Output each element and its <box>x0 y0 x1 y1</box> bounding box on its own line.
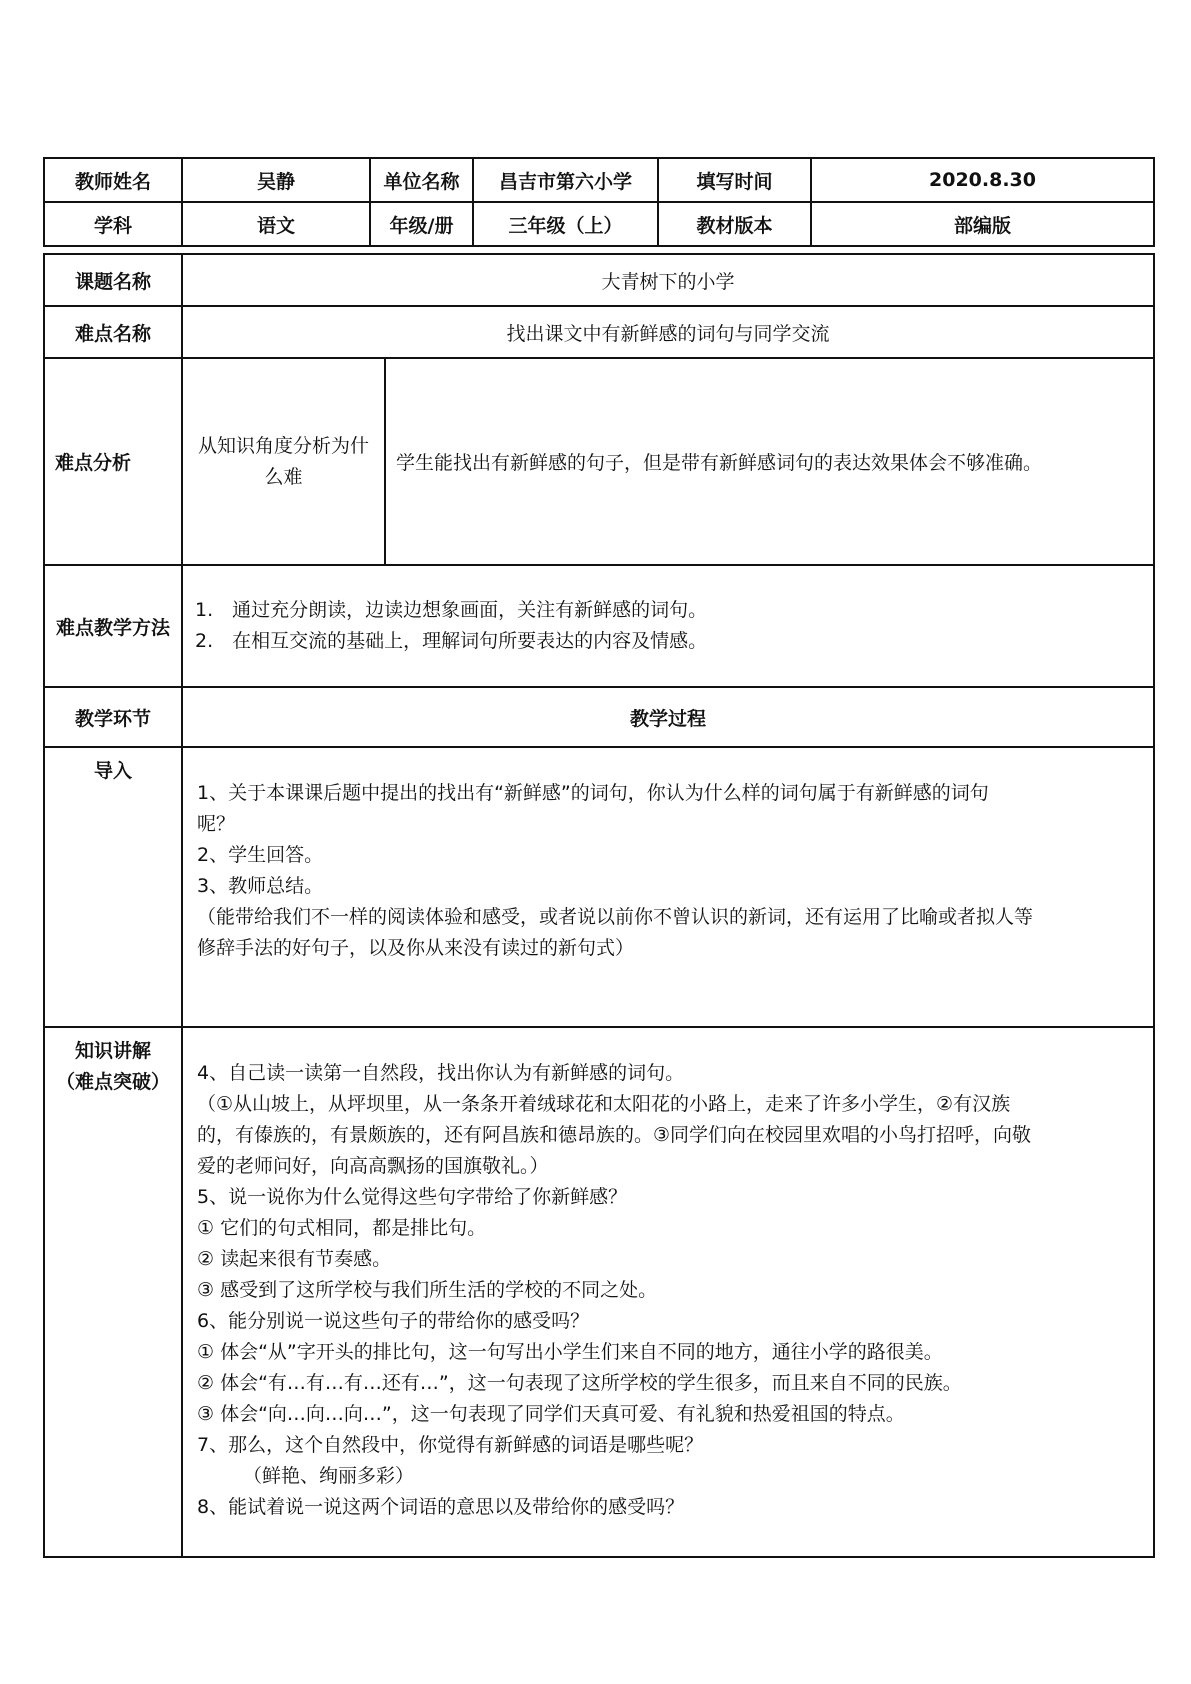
knowledge-label-main: 知识讲解 <box>74 1040 151 1062</box>
knowledge-line: ① 体会“从”字开头的排比句，这一句写出小学生们来自不同的地方，通往小学的路很美。 <box>197 1341 943 1363</box>
process-stage-label: 教学环节 <box>44 687 182 747</box>
edition-value: 部编版 <box>811 202 1154 246</box>
method-item: 1. 通过充分朗读，边读边想象画面，关注有新鲜感的词句。 <box>195 599 708 621</box>
knowledge-line: 4、自己读一读第一自然段，找出你认为有新鲜感的词句。 <box>197 1062 685 1084</box>
topic-value: 大青树下的小学 <box>182 254 1154 306</box>
knowledge-content <box>182 1027 1154 1557</box>
intro-line: （能带给我们不一样的阅读体验和感受，或者说以前你不曾认识的新词，还有运用了比喻或者拟人等 <box>197 906 1034 928</box>
teacher-value: 吴静 <box>182 158 370 202</box>
knowledge-label-sub: （难点突破） <box>55 1071 170 1093</box>
intro-line: 呢？ <box>197 813 236 835</box>
grade-label: 年级/册 <box>370 202 473 246</box>
main-table <box>43 253 1155 1558</box>
analysis-value: 学生能找出有新鲜感的句子，但是带有新鲜感词句的表达效果体会不够准确。 <box>385 358 1154 565</box>
knowledge-line: 爱的老师问好，向高高飘扬的国旗敬礼。） <box>197 1155 549 1177</box>
method-label: 难点教学方法 <box>44 565 182 687</box>
analysis-sub-label: 从知识角度分析为什么难 <box>182 358 385 565</box>
lesson-plan-document <box>43 157 1153 1558</box>
topic-label: 课题名称 <box>44 254 182 306</box>
unit-label: 单位名称 <box>370 158 473 202</box>
date-value: 2020.8.30 <box>811 158 1154 202</box>
intro-line: 2、学生回答。 <box>197 844 324 866</box>
method-content <box>182 565 1154 687</box>
intro-content <box>182 747 1154 1027</box>
subject-label: 学科 <box>44 202 182 246</box>
method-item: 2. 在相互交流的基础上，理解词句所要表达的内容及情感。 <box>195 630 708 652</box>
knowledge-line: ① 它们的句式相同，都是排比句。 <box>197 1217 487 1239</box>
knowledge-label <box>44 1027 182 1557</box>
knowledge-line: 5、说一说你为什么觉得这些句字带给了你新鲜感？ <box>197 1186 628 1208</box>
unit-value: 昌吉市第六小学 <box>473 158 658 202</box>
difficulty-label: 难点名称 <box>44 306 182 358</box>
knowledge-line: ③ 感受到了这所学校与我们所生活的学校的不同之处。 <box>197 1279 658 1301</box>
teacher-label: 教师姓名 <box>44 158 182 202</box>
intro-line: 3、教师总结。 <box>197 875 324 897</box>
knowledge-line: 的，有傣族的，有景颇族的，还有阿昌族和德昂族的。③同学们向在校园里欢唱的小鸟打招呼，向敬 <box>197 1124 1032 1146</box>
knowledge-line: 7、那么，这个自然段中，你觉得有新鲜感的词语是哪些呢？ <box>197 1434 704 1456</box>
knowledge-answer-line: （鲜艳、绚丽多彩） <box>243 1465 415 1487</box>
knowledge-last-line: 8、能试着说一说这两个词语的意思以及带给你的感受吗？ <box>197 1496 685 1518</box>
date-label: 填写时间 <box>658 158 811 202</box>
difficulty-value: 找出课文中有新鲜感的词句与同学交流 <box>182 306 1154 358</box>
analysis-label: 难点分析 <box>44 358 182 565</box>
info-table <box>43 157 1155 247</box>
subject-value: 语文 <box>182 202 370 246</box>
knowledge-line: ② 读起来很有节奏感。 <box>197 1248 392 1270</box>
knowledge-line: （①从山坡上，从坪坝里，从一条条开着绒球花和太阳花的小路上，走来了许多小学生，②有汉族 <box>197 1093 1011 1115</box>
intro-label: 导入 <box>44 747 182 1027</box>
knowledge-line: ② 体会“有…有…有…还有…”，这一句表现了这所学校的学生很多，而且来自不同的民族。 <box>197 1372 962 1394</box>
process-header: 教学过程 <box>182 687 1154 747</box>
knowledge-line: ③ 体会“向…向…向…”，这一句表现了同学们天真可爱、有礼貌和热爱祖国的特点。 <box>197 1403 905 1425</box>
edition-label: 教材版本 <box>658 202 811 246</box>
intro-line: 修辞手法的好句子，以及你从来没有读过的新句式） <box>197 937 635 959</box>
intro-line: 1、关于本课课后题中提出的找出有“新鲜感”的词句，你认为什么样的词句属于有新鲜感的词句 <box>197 782 989 804</box>
grade-value: 三年级（上） <box>473 202 658 246</box>
knowledge-line: 6、能分别说一说这些句子的带给你的感受吗？ <box>197 1310 590 1332</box>
